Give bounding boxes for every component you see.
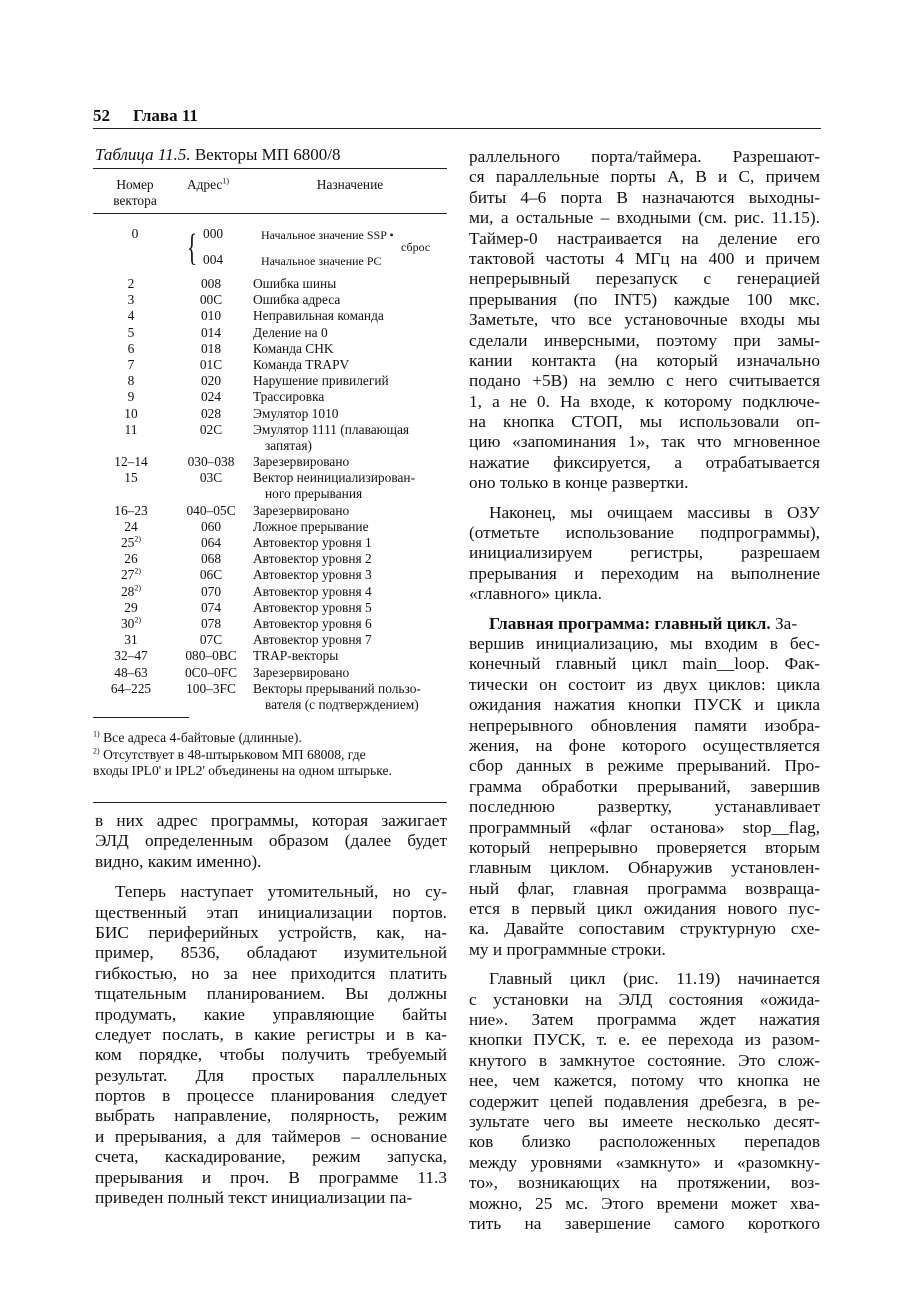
vector-table bbox=[93, 168, 447, 713]
text-line: тщательным планированием. Вы должны bbox=[95, 984, 447, 1004]
row-number: 8 bbox=[127, 373, 135, 389]
table-row bbox=[93, 535, 447, 551]
row-text-cont: ного прерывания bbox=[265, 486, 363, 502]
row-address: 02C bbox=[199, 421, 223, 437]
row-text: Начальное значение PC bbox=[261, 254, 382, 268]
text-line: кнутого в замкнутое состояние. Это слож- bbox=[469, 1050, 820, 1070]
row-text: Автовектор уровня 6 bbox=[253, 615, 372, 631]
row-number: 26 bbox=[124, 551, 138, 567]
footnote-text: Все адреса 4-байтовые (длинные). bbox=[99, 730, 302, 745]
text-line: прерывания и переходим на выполнение bbox=[469, 563, 820, 583]
row-text: Ошибка шины bbox=[253, 276, 337, 291]
row-address: 010 bbox=[200, 308, 222, 324]
row-address: 01C bbox=[199, 356, 223, 372]
text-line: с установки на ЭЛД состояния «ожида- bbox=[469, 989, 820, 1009]
table-row-reset bbox=[93, 226, 447, 276]
table-row bbox=[93, 357, 447, 373]
text-line: Главный цикл (рис. 11.19) начинается bbox=[489, 969, 820, 989]
row-number: 6 bbox=[127, 340, 135, 356]
row-number: 28$^{2)}$ bbox=[120, 583, 142, 599]
col-header-number-line2: вектора bbox=[113, 193, 157, 208]
row-address: 060 bbox=[200, 518, 222, 534]
table-caption-label: Таблица 11.5. bbox=[95, 145, 191, 164]
text-line: тактовой частоты 4 МГц на 400 и причем bbox=[469, 248, 820, 268]
table-row bbox=[93, 308, 447, 324]
table-row bbox=[93, 292, 447, 308]
row-number: 11 bbox=[124, 421, 138, 437]
text-line: пример, 8536, обладают изумительной bbox=[95, 943, 447, 963]
table-row bbox=[93, 389, 447, 405]
col-header-number-line1: Номер bbox=[116, 177, 154, 192]
footnote-2 bbox=[93, 747, 447, 763]
text-line: сделали инверсными, поэтому при замы- bbox=[469, 330, 820, 350]
footnote-text: входы IPL0' и IPL2' объединены на одном штырьке. bbox=[93, 763, 392, 778]
text-line: продумать, какие управляющие байты bbox=[95, 1004, 447, 1024]
table-header bbox=[93, 168, 447, 214]
text-line: биты 4–6 порта B назначаются выходны- bbox=[469, 187, 820, 207]
table-row bbox=[93, 648, 447, 664]
text-line: подано +5В) на землю с него считывается bbox=[469, 371, 820, 391]
table-row bbox=[93, 681, 447, 713]
text-line: между уровнями «замкнуто» и «разомкну- bbox=[469, 1152, 820, 1172]
text-line: программный «флаг останова» stop__flag, bbox=[469, 817, 820, 837]
text-line: ми, а остальные – входными (см. рис. 11.15). bbox=[469, 208, 820, 228]
text-line: непрерывного обновления памяти изобра- bbox=[469, 715, 820, 735]
row-text: Вектор неинициализирован- bbox=[253, 470, 416, 486]
row-number: 24 bbox=[124, 518, 138, 534]
row-number: 16–23 bbox=[114, 502, 148, 518]
text-line: гибкостью, но за нее приходится платить bbox=[95, 963, 447, 983]
row-number: 10 bbox=[124, 405, 138, 421]
row-number: 27$^{2)}$ bbox=[120, 566, 142, 583]
footnote-1 bbox=[93, 730, 447, 746]
col-header-address-text: Адрес bbox=[186, 177, 223, 192]
row-address: 014 bbox=[200, 324, 222, 340]
text-line: Теперь наступает утомительный, но су- bbox=[115, 882, 447, 902]
row-text: Команда CHK bbox=[253, 340, 334, 356]
row-address: 004 bbox=[203, 252, 224, 267]
footnote-divider bbox=[93, 717, 189, 718]
text-line: видно, каким именно). bbox=[95, 851, 262, 871]
text-line: раллельного порта/таймера. Разрешают- bbox=[469, 147, 820, 166]
table-row bbox=[93, 616, 447, 632]
row-address: 06C bbox=[199, 567, 223, 583]
row-text: Автовектор уровня 2 bbox=[253, 551, 372, 567]
text-line: 1, а не 0. На входе, к которому подключе- bbox=[469, 391, 820, 411]
text-line: «главного» цикла. bbox=[469, 584, 602, 604]
row-number: 4 bbox=[127, 308, 135, 324]
table-row bbox=[93, 600, 447, 616]
table-row bbox=[93, 665, 447, 681]
reset-label: сброс bbox=[401, 240, 431, 254]
text-line: можно, 25 мс. Этого времени может хва- bbox=[469, 1193, 820, 1213]
table-row bbox=[93, 341, 447, 357]
table-row bbox=[93, 632, 447, 648]
row-number: 2 bbox=[127, 276, 135, 291]
row-address: 00C bbox=[199, 292, 223, 308]
text-line: содержит цепей подавления дребезга, в ре- bbox=[469, 1091, 820, 1111]
text-line: Заметьте, что все установочные входы мы bbox=[469, 310, 820, 330]
text-line: жения, на фоне которого осуществляется bbox=[469, 735, 820, 755]
text-line: тически он состоит из двух циклов: цикла bbox=[469, 674, 820, 694]
row-address: 040–05C bbox=[186, 502, 236, 518]
row-text: Нарушение привилегий bbox=[253, 373, 389, 389]
row-address: 008 bbox=[200, 276, 222, 291]
row-text: Векторы прерываний пользо- bbox=[253, 680, 421, 696]
text-line: зультате чего вы имеете несколько десят- bbox=[469, 1111, 820, 1131]
row-address: 074 bbox=[200, 599, 222, 615]
text-line: (отметьте использование подпрограммы), bbox=[469, 523, 820, 543]
row-text-cont: запятая) bbox=[265, 437, 312, 453]
row-address: 078 bbox=[200, 615, 222, 631]
text-fragment: За- bbox=[770, 613, 798, 633]
table-bottom-rule bbox=[93, 802, 447, 803]
text-line: ние». Затем программа ждет нажатия bbox=[469, 1010, 820, 1030]
text-line: ожидания нажатия кнопки ПУСК и цикла bbox=[469, 695, 820, 715]
col-header-number bbox=[93, 177, 177, 209]
row-text: Автовектор уровня 7 bbox=[253, 632, 372, 648]
text-line: ется в первый цикл ожидания нового пус- bbox=[469, 899, 820, 919]
row-text: Эмулятор 1111 (плавающая bbox=[253, 421, 410, 437]
text-line: ся параллельные порты A, B и C, причем bbox=[469, 167, 820, 187]
text-line: вершив инициализацию, мы входим в бес- bbox=[469, 633, 820, 653]
table-caption bbox=[95, 145, 341, 165]
footnote-mark: 1) bbox=[93, 729, 100, 739]
row-number: 12–14 bbox=[114, 454, 148, 470]
text-line: конечный главный цикл main__loop. Фак- bbox=[469, 654, 820, 674]
row-address: 024 bbox=[200, 389, 222, 405]
row-number: 25$^{2)}$ bbox=[120, 534, 142, 551]
row-text: Зарезервировано bbox=[253, 502, 350, 518]
text-line: сбор данных в режиме прерываний. Про- bbox=[469, 756, 820, 776]
text-line: му и программные строки. bbox=[469, 939, 666, 959]
row-text: Ошибка адреса bbox=[253, 292, 341, 308]
text-line: выбрать направление, полярность, режим bbox=[95, 1106, 447, 1126]
text-line: прерывания (по INT5) каждые 100 мкс. bbox=[469, 289, 820, 309]
text-line: приведен полный текст инициализации па- bbox=[95, 1188, 413, 1208]
page-header bbox=[93, 106, 821, 129]
table-row bbox=[93, 567, 447, 583]
row-address: 07C bbox=[199, 632, 223, 648]
row-number: 5 bbox=[127, 324, 135, 340]
table-row bbox=[93, 373, 447, 389]
table-caption-text: Векторы МП 6800/8 bbox=[190, 145, 341, 164]
text-line: цию «запоминания 1», так что мгновенное bbox=[469, 432, 820, 452]
text-line: то», возникающих на протяжении, воз- bbox=[469, 1173, 820, 1193]
text-line: тить на завершение самого короткого bbox=[469, 1213, 820, 1233]
text-line: Наконец, мы очищаем массивы в ОЗУ bbox=[489, 502, 820, 522]
left-column-text bbox=[95, 811, 447, 1208]
table-row bbox=[93, 503, 447, 519]
row-number: 9 bbox=[127, 389, 135, 405]
text-line: в них адрес программы, которая зажигает bbox=[95, 811, 447, 830]
text-line: БИС периферийных устройств, как, на- bbox=[95, 922, 447, 942]
text-line: на кнопка СТОП, мы использовали оп- bbox=[469, 412, 820, 432]
text-line: нажатие фиксируется, а отрабатывается bbox=[469, 452, 820, 472]
text-line: ЭЛД определенным образом (далее будет bbox=[95, 831, 447, 851]
row-number: 29 bbox=[124, 599, 138, 615]
row-address: 000 bbox=[203, 226, 224, 241]
row-address: 03C bbox=[199, 470, 223, 486]
text-line: главным циклом. Обнаружив установлен- bbox=[469, 858, 820, 878]
row-text: Зарезервировано bbox=[253, 454, 350, 470]
text-line: оно только в конце развертки. bbox=[469, 473, 689, 493]
text-line: результат. Для простых параллельных bbox=[95, 1065, 447, 1085]
text-line: грамма обработки прерываний, завершив bbox=[469, 776, 820, 796]
text-line: ков близко расположенных перепадов bbox=[469, 1132, 820, 1152]
col-header-purpose: Назначение bbox=[316, 177, 384, 192]
row-address: 080–0BC bbox=[185, 648, 237, 664]
row-number: 3 bbox=[127, 292, 135, 308]
brace-symbol: { bbox=[187, 227, 198, 269]
row-text: Начальное значение SSP • bbox=[261, 228, 394, 242]
footnote-2-cont bbox=[93, 763, 447, 779]
text-line: последнюю развертку, устанавливает bbox=[469, 797, 820, 817]
row-text: Ложное прерывание bbox=[253, 518, 369, 534]
text-line: Таймер-0 настраивается на деление его bbox=[469, 228, 820, 248]
row-text: Автовектор уровня 4 bbox=[253, 583, 372, 599]
row-address: 030–038 bbox=[187, 454, 235, 470]
table-row bbox=[93, 470, 447, 502]
row-number: 64–225 bbox=[110, 680, 152, 696]
row-text: Автовектор уровня 3 bbox=[253, 567, 372, 583]
text-line: нее, чем кажется, потому что кнопка не bbox=[469, 1071, 820, 1091]
page-number: 52 bbox=[93, 106, 110, 125]
row-number: 15 bbox=[124, 470, 138, 486]
text-line: прерывания и проч. В программе 11.3 bbox=[95, 1167, 447, 1187]
text-line: счета, каскадирование, режим запуска, bbox=[95, 1147, 447, 1167]
row-text: Неправильная команда bbox=[253, 308, 384, 324]
text-line: ный флаг, главная программа возвраща- bbox=[469, 878, 820, 898]
row-text: Автовектор уровня 5 bbox=[253, 599, 372, 615]
row-address: 0C0–0FC bbox=[184, 664, 238, 680]
table-row bbox=[93, 422, 447, 454]
table-body bbox=[93, 276, 447, 713]
footnote-text: Отсутствует в 48-штырьковом МП 68008, где bbox=[99, 747, 366, 762]
table-row bbox=[93, 454, 447, 470]
col-header-address bbox=[178, 177, 238, 193]
text-line: кании контакта (на который изначально bbox=[469, 350, 820, 370]
footnote-ref: 1) bbox=[222, 176, 230, 186]
row-address: 020 bbox=[200, 373, 222, 389]
text-line: щественный этап инициализации портов. bbox=[95, 902, 447, 922]
text-line: ка. Давайте сопоставим структурную схе- bbox=[469, 919, 820, 939]
section-heading: Главная программа: главный цикл. bbox=[489, 613, 771, 633]
text-line: портов в процессе планирования следует bbox=[95, 1086, 447, 1106]
row-text: TRAP-векторы bbox=[253, 648, 339, 664]
row-number: 7 bbox=[127, 356, 135, 372]
row-address: 100–3FC bbox=[186, 680, 236, 696]
footnote-mark: 2) bbox=[93, 746, 100, 756]
row-number: 48–63 bbox=[114, 664, 148, 680]
row-text: Команда TRAPV bbox=[253, 356, 350, 372]
row-text: Автовектор уровня 1 bbox=[253, 535, 372, 551]
table-row bbox=[93, 519, 447, 535]
text-line bbox=[469, 614, 820, 634]
row-number: 31 bbox=[124, 632, 138, 648]
text-line: кнопки ПУСК, т. е. ее перехода из разом- bbox=[469, 1030, 820, 1050]
row-text: Деление на 0 bbox=[253, 324, 328, 340]
right-column-text bbox=[469, 147, 820, 1234]
row-text: Зарезервировано bbox=[253, 664, 350, 680]
row-text: Эмулятор 1010 bbox=[253, 405, 339, 421]
row-address: 018 bbox=[200, 340, 222, 356]
table-row bbox=[93, 276, 447, 292]
table-row bbox=[93, 406, 447, 422]
text-line: инициализируем регистры, разрешаем bbox=[469, 543, 820, 563]
table-row bbox=[93, 584, 447, 600]
row-number: 32–47 bbox=[114, 648, 148, 664]
row-address: 070 bbox=[200, 583, 222, 599]
row-number: 30$^{2)}$ bbox=[120, 615, 142, 631]
row-address: 068 bbox=[200, 551, 222, 567]
row-address: 028 bbox=[200, 405, 222, 421]
table-row bbox=[93, 325, 447, 341]
chapter-title: Глава 11 bbox=[133, 106, 198, 125]
row-text: Трассировка bbox=[253, 389, 325, 405]
text-line: ком порядке, чтобы получить требуемый bbox=[95, 1045, 447, 1065]
text-line: следует послать, в какие регистры и в ка- bbox=[95, 1024, 447, 1044]
row-text-cont: вателя (с подтверждением) bbox=[265, 696, 419, 712]
row-number: 0 bbox=[131, 226, 139, 241]
row-address: 064 bbox=[200, 535, 222, 551]
table-row bbox=[93, 551, 447, 567]
text-line: непрерывный перезапуск с генерацией bbox=[469, 269, 820, 289]
text-line: который непрерывно проверяется вторым bbox=[469, 837, 820, 857]
text-line: и прерывания, а для таймеров – основание bbox=[95, 1126, 447, 1146]
